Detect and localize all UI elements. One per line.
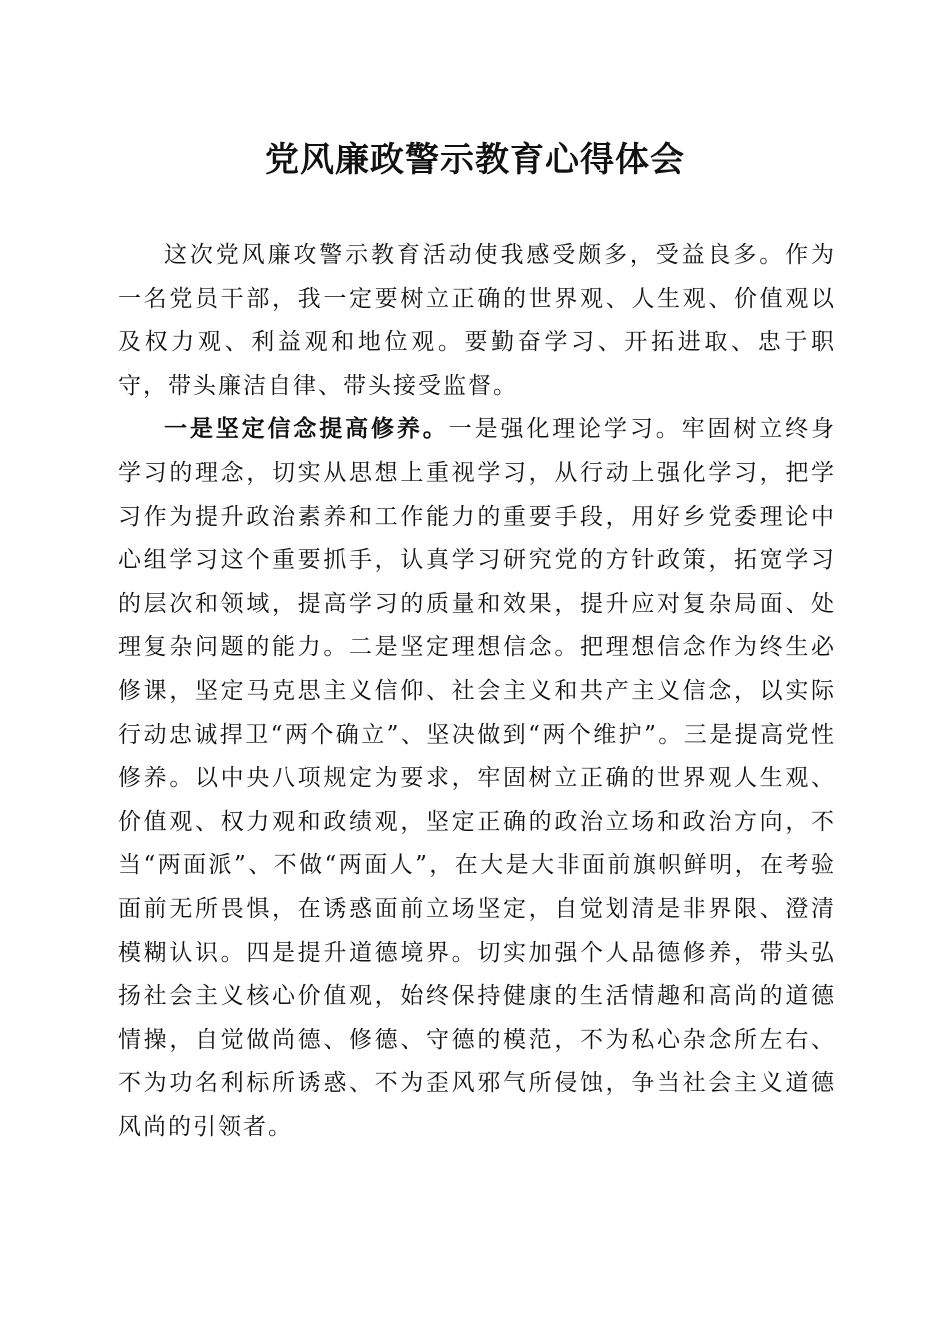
page-title: 党风廉政警示教育心得体会 [265, 140, 685, 180]
paragraph-main [118, 408, 836, 1149]
paragraph-text: 这次党风廉攻警示教育活动使我感受颇多，受益良多。作为一名党员干部，我一定要树立正确的世界观、人生观、价值观以及权力观、利益观和地位观。要勤奋学习、开拓进取、忠于职守，带头廉洁自律、带头接受监督。 [118, 242, 836, 399]
paragraph-lead-heading: 一是坚定信念提高修养。 [164, 416, 449, 443]
paragraph-intro [118, 234, 836, 408]
paragraph-text: 一是强化理论学习。牢固树立终身学习的理念，切实从思想上重视学习，从行动上强化学习，把学习作为提升政治素养和工作能力的重要手段，用好乡党委理论中心组学习这个重要抓手，认真学习研究党的方针政策，拓宽学习的层次和领域，提高学习的质量和效果，提升应对复杂局面、处理复杂问题的能力。二是坚定理想信念。把理想信念作为终生必修课，坚定马克思主义信仰、社会主义和共产主义信念，以实际行动忠诚捍卫“两个确立”、坚决做到“两个维护”。三是提高党性修养。以中央八项规定为要求，牢固树立正确的世界观人生观、价值观、权力观和政绩观，坚定正确的政治立场和政治方向，不当“两面派”、不做“两面人”，在大是大非面前旗帜鲜明，在考验面前无所畏惧，在诱惑面前立场坚定，自觉划清是非界限、澄清模糊认识。四是提升道德境界。切实加强个人品德修养，带头弘扬社会主义核心价值观，始终保持健康的生活情趣和高尚的道德情操，自觉做尚德、修德、守德的模范，不为私心杂念所左右、不为功名利标所诱惑、不为歪风邪气所侵蚀，争当社会主义道德风尚的引领者。 [118, 416, 837, 1140]
document-body [118, 234, 836, 1149]
